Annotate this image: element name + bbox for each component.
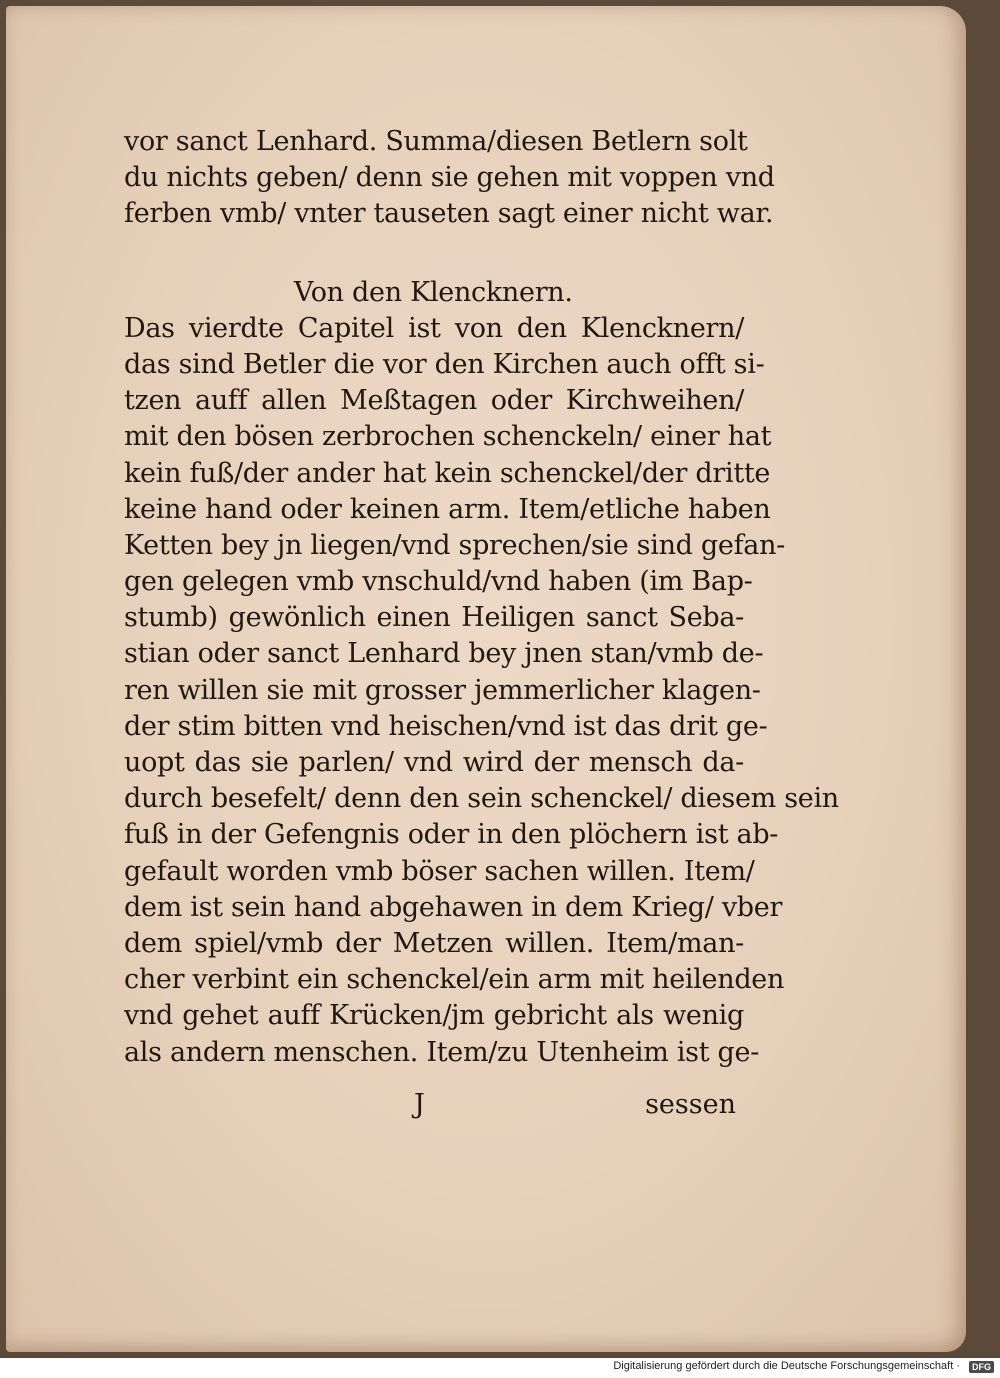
digitization-footer xyxy=(0,1358,1000,1378)
book-page xyxy=(6,6,966,1352)
text-line: gefault worden vmb böser sachen willen. Item/ xyxy=(124,855,755,887)
text-line: der stim bitten vnd heischen/vnd ist das drit ge- xyxy=(124,710,768,742)
text-line: stumb) gewönlich einen Heiligen sanct Seba- xyxy=(124,602,744,634)
signature-mark: J xyxy=(414,1089,425,1120)
section-gap xyxy=(124,233,744,275)
text-line: das sind Betler die vor den Kirchen auch offt si- xyxy=(124,348,765,380)
text-line: dem ist sein hand abgehawen in dem Krieg/ vber xyxy=(124,891,783,923)
text-line: keine hand oder keinen arm. Item/etliche haben xyxy=(124,493,771,525)
page-footer-marks xyxy=(124,1089,744,1129)
text-line: dem spiel/vmb der Metzen willen. Item/man- xyxy=(124,927,744,959)
text-line: Ketten bey jn liegen/vnd sprechen/sie sind gefan- xyxy=(124,529,785,561)
text-line: vor sanct Lenhard. Summa/diesen Betlern solt xyxy=(124,126,748,157)
text-line: ferben vmb/ vnter tauseten sagt einer nicht war. xyxy=(124,198,774,230)
text-line: cher verbint ein schenckel/ein arm mit heilenden xyxy=(124,964,785,996)
text-line: du nichts geben/ denn sie gehen mit voppen vnd xyxy=(124,162,775,194)
text-line: kein fuß/der ander hat kein schenckel/der dritte xyxy=(124,457,771,489)
text-line: ren willen sie mit grosser jemmerlicher klagen- xyxy=(124,674,761,706)
text-line: tzen auff allen Meßtagen oder Kirchweihen/ xyxy=(124,385,744,417)
text-line: stian oder sanct Lenhard bey jnen stan/vmb de- xyxy=(124,638,764,670)
text-line: gen gelegen vmb vnschuld/vnd haben (im Bap- xyxy=(124,566,753,598)
text-line: Das vierdte Capitel ist von den Klencknern/ xyxy=(124,312,744,344)
text-line: mit den bösen zerbrochen schenckeln/ einer hat xyxy=(124,421,772,453)
text-line: als andern menschen. Item/zu Utenheim ist ge- xyxy=(124,1036,760,1068)
footer-credit: Digitalisierung gefördert durch die Deutsche Forschungsgemeinschaft · xyxy=(613,1360,960,1372)
catchword: sessen xyxy=(645,1089,736,1120)
text-line: vnd gehet auff Krücken/jm gebricht als wenig xyxy=(124,1000,744,1032)
text-line: fuß in der Gefengnis oder in den plöchern ist ab- xyxy=(124,819,779,851)
chapter-heading: Von den Klencknern. xyxy=(294,276,573,308)
page-text xyxy=(124,124,839,1071)
text-line: uopt das sie parlen/ vnd wird der mensch da- xyxy=(124,747,744,778)
text-line: durch besefelt/ denn den sein schenckel/ diesem sein xyxy=(124,783,839,815)
dfg-logo: DFG xyxy=(969,1361,994,1373)
